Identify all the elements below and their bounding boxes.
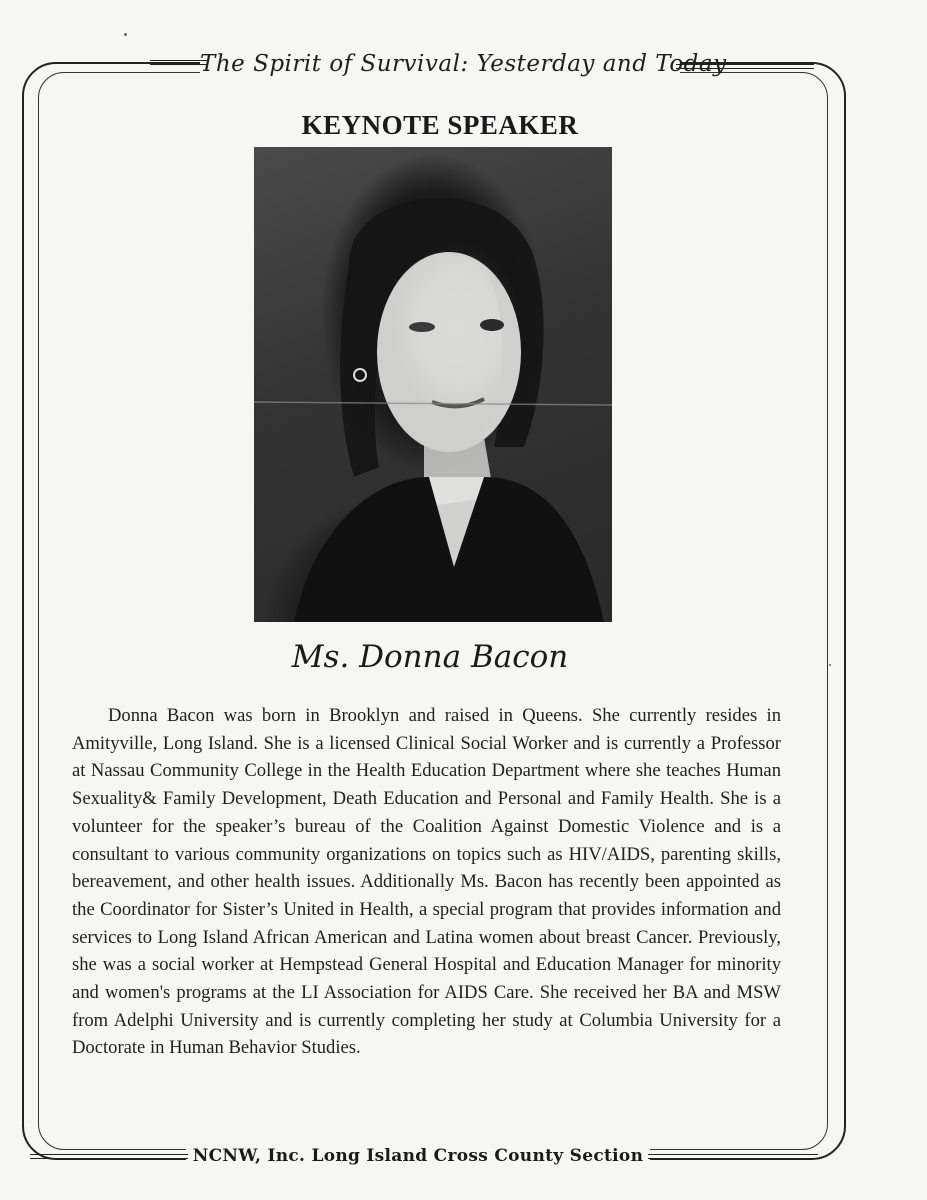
- speaker-photo-illustration: [254, 147, 612, 622]
- speaker-photo: [254, 147, 612, 622]
- footer-organization: NCNW, Inc. Long Island Cross County Section: [192, 1146, 644, 1166]
- page-heading: KEYNOTE SPEAKER: [301, 110, 579, 140]
- speaker-name: Ms. Donna Bacon: [291, 639, 569, 675]
- footer-rule-left: [30, 1154, 188, 1159]
- speaker-bio: Donna Bacon was born in Brooklyn and raised in Queens. She currently resides in Amityville, Long Island. She is a licensed Clinical Social Worker and is currently a Professor at Nassau Community College in the Health Education Department where she teaches Human Sexuality& Family Development, Death Education and Personal and Family Health. She is a volunteer for the speaker’s bureau of the Coalition Against Domestic Violence and is a consultant to various community organizations on topics such as HIV/AIDS, parenting skills, bereavement, and other health issues. Additionally Ms. Bacon has recently been appointed as the Coordinator for Sister’s United in Health, a special program that provides information and services to Long Island African American and Latina women about breast Cancer. Previously, she was a social worker at Hempstead General Hospital and Education Manager for minority and women's programs at the LI Association for AIDS Care. She received her BA and MSW from Adelphi University and is currently completing her study at Columbia University for a Doctorate in Human Behavior Studies.: [72, 705, 781, 1059]
- document-title: The Spirit of Survival: Yesterday and Today: [200, 51, 727, 77]
- footer-rule-right: [648, 1154, 818, 1159]
- scan-speck: [124, 33, 127, 36]
